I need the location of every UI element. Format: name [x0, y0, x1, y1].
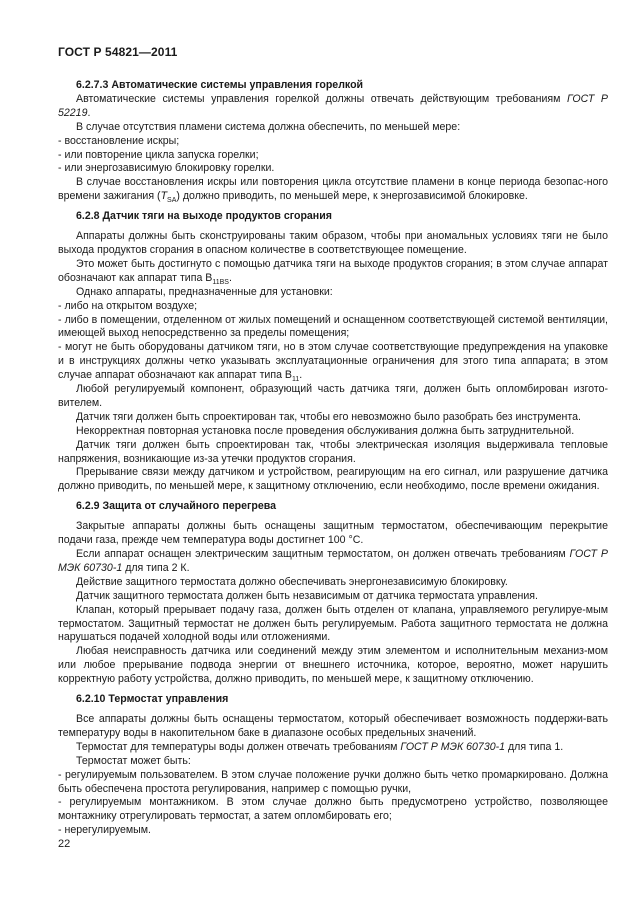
paragraph — [58, 548, 608, 576]
text: для типа 1. — [505, 740, 564, 753]
paragraph — [58, 176, 608, 204]
standard-reference: ГОСТ Р МЭК 60730-1 — [400, 740, 506, 753]
list-item: - восстановление искры; — [58, 134, 180, 147]
paragraph: Аппараты должны быть сконструированы таким образом, чтобы при аномальных условиях тяги не было выхода продуктов сгорания в опасном количестве в соответствующее помещение. — [58, 230, 608, 256]
text: - могут не быть оборудованы датчиком тяги, но в этом случае соответствующие предупреждения на упаковке и в инструкциях должны четко указывать эксплуатационные ограничения для этого типа аппарата; в этом случае аппарат обозначают как аппарат типа B — [58, 341, 608, 382]
paragraph: Действие защитного термостата должно обеспечивать энергонезависимую блокировку. — [76, 575, 508, 588]
document-body — [58, 79, 608, 838]
paragraph — [58, 258, 608, 286]
standard-reference: ГОСТ Р 52219 — [58, 92, 608, 119]
paragraph: Любая неисправность датчика или соединений между этим элементом и исполнительным механиз-мом или любое прерывание подвода энергии от внешнего источника, которое, вероятно, может нарушить корректную работу устройства, должно приводить, по меньшей мере, к защитному отключению. — [58, 645, 608, 686]
text: для типа 2 К. — [122, 561, 190, 574]
list-item: - либо на открытом воздухе; — [58, 299, 198, 312]
subscript: 11 — [292, 376, 300, 384]
paragraph: Некорректная повторная установка после проведения обслуживания должна быть затруднительной. — [76, 424, 575, 437]
list-item: - нерегулируемым. — [58, 824, 151, 837]
symbol: T — [160, 190, 168, 203]
page-number: 22 — [58, 838, 71, 850]
subscript: 11BS — [212, 278, 229, 286]
section-title-6-2-9: 6.2.9 Защита от случайного перегрева — [76, 500, 277, 513]
list-item: - регулируемым пользователем. В этом случае положение ручки должно быть четко промаркировано. Должна быть обеспечена простота регулирования, например с помощью ручки, — [58, 768, 608, 795]
paragraph — [58, 93, 608, 121]
paragraph: Термостат может быть: — [76, 754, 191, 767]
paragraph: В случае отсутствия пламени система должна обеспечить, по меньшей мере: — [76, 120, 461, 133]
text: ) должно приводить, по меньшей мере, к энергозависимой блокировке. — [176, 190, 528, 203]
list-item: - или энергозависимую блокировку горелки. — [58, 162, 275, 175]
standard-reference: ГОСТ Р МЭК 60730-1 — [58, 548, 608, 574]
section-title-6-2-8: 6.2.8 Датчик тяги на выходе продуктов сгорания — [76, 210, 332, 223]
list-item: - или повторение цикла запуска горелки; — [58, 148, 259, 161]
paragraph: Все аппараты должны быть оснащены термостатом, который обеспечивает возможность поддержи-вать температуру воды в накопительном баке в диапазоне особых предельных значений. — [58, 712, 608, 739]
text: . — [228, 271, 232, 284]
paragraph — [58, 741, 608, 755]
paragraph: Датчик тяги должен быть спроектирован так, чтобы его невозможно было разобрать без инструмента. — [76, 410, 581, 423]
text: Автоматические системы управления горелкой должны отвечать действующим требованиям — [76, 92, 567, 105]
text: Термостат для температуры воды должен отвечать требованиям — [76, 740, 401, 753]
paragraph: Датчик тяги должен быть спроектирован так, чтобы электрическая изоляция выдерживала тепловые напряжения, возникающие из-за утечки продуктов сгорания. — [58, 438, 608, 465]
paragraph: Прерывание связи между датчиком и устройством, реагирующим на его сигнал, или разрушение датчика должно приводить, по меньшей мере, к защитному отключению, если необходимо, после времени ожидания. — [58, 466, 608, 493]
list-item: - либо в помещении, отделенном от жилых помещений и оснащенном соответствующей системой вентиляции, имеющей выход непосредственно за пределы помещения; — [58, 313, 608, 340]
text: Это может быть достигнуто с помощью датчика тяги на выходе продуктов сгорания; в этом случае аппарат обозначают как аппарат типа B — [58, 257, 608, 284]
paragraph: Любой регулируемый компонент, образующий часть датчика тяги, должен быть опломбирован изгото-вителем. — [58, 383, 608, 409]
paragraph: Датчик защитного термостата должен быть независимым от датчика термостата управления. — [76, 589, 538, 602]
text: Если аппарат оснащен электрическим защитным термостатом, он должен отвечать требованиям — [76, 548, 570, 560]
section-title-6-2-7-3: 6.2.7.3 Автоматические системы управления горелкой — [76, 79, 364, 91]
text: В случае восстановления искры или повторения цикла отсутствие пламени в конце периода безопас-ного времени зажигания ( — [58, 176, 608, 203]
text: . — [299, 369, 303, 382]
section-title-6-2-10: 6.2.10 Термостат управления — [76, 693, 229, 706]
text: . — [87, 106, 91, 119]
paragraph: Закрытые аппараты должны быть оснащены защитным термостатом, обеспечивающим перекрытие подачи газа, прежде чем температура воды достигнет 100 °C. — [58, 520, 608, 547]
standard-header: ГОСТ Р 54821—2011 — [58, 45, 178, 59]
subscript: SA — [167, 197, 177, 205]
list-item: - регулируемым монтажником. В этом случае должно быть предусмотрено устройство, позволяющее монтажнику отрегулировать термостат, а затем опломбировать его; — [58, 796, 608, 823]
list-item — [58, 341, 608, 383]
paragraph: Однако аппараты, предназначенные для установки: — [76, 285, 333, 298]
paragraph: Клапан, который прерывает подачу газа, должен быть отделен от клапана, управляемого регулируе-мым термостатом. Защитный термостат не должен быть регулируемым. Работа защитного термостата не должна нарушаться подачей холодной воды или отложениями. — [58, 603, 608, 644]
